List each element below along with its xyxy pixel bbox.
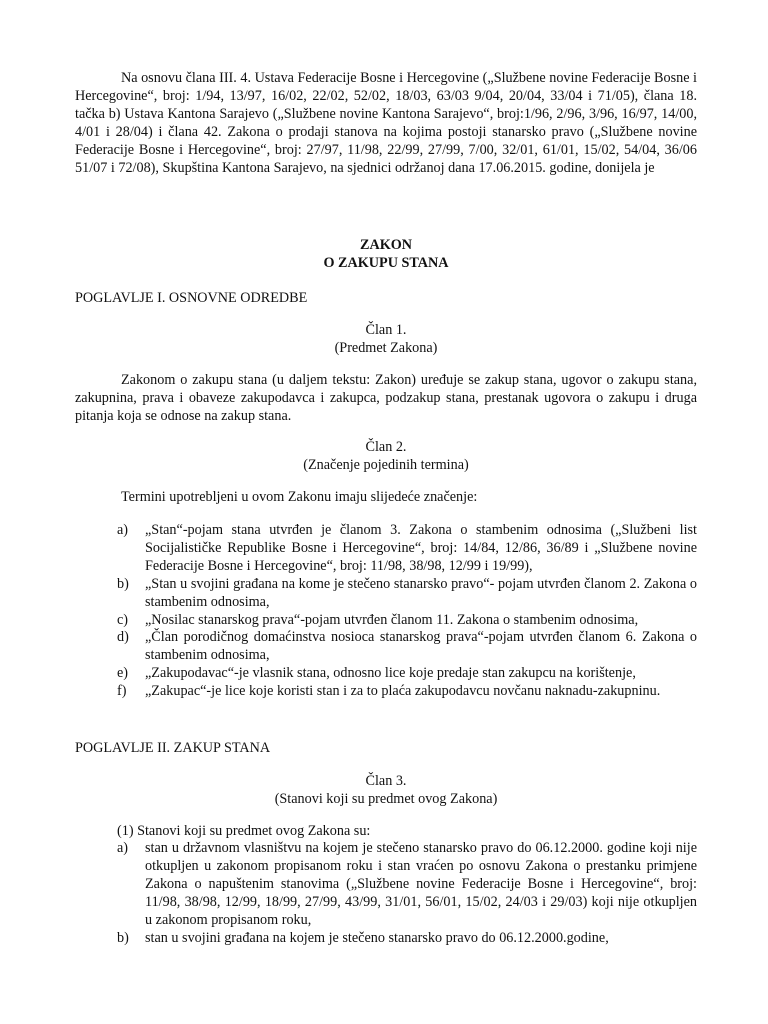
law-title-line-2: O ZAKUPU STANA — [323, 254, 449, 271]
article-2-intro: Termini upotrebljeni u ovom Zakonu imaju slijedeće značenje: — [121, 489, 478, 505]
list-item: f) „Zakupac“-je lice koje koristi stan i za to plaća zakupodavcu novčanu naknadu-zakupninu. — [117, 683, 661, 700]
article-1-subtitle: (Predmet Zakona) — [334, 339, 438, 356]
article-2-heading — [75, 439, 697, 475]
article-2-term-list — [75, 522, 697, 701]
law-title-line-1: ZAKON — [359, 237, 413, 253]
article-3-subtitle: (Stanovi koji su predmet ovog Zakona) — [274, 790, 498, 807]
preamble-paragraph: Na osnovu člana III. 4. Ustava Federacije Bosne i Hercegovine („Službene novine Federacije Bosne i Hercegovine“, broj: 1/94, 13/97, 16/02, 22/02, 52/02, 18/03, 63/03 9/04, 20/04, 33/04 i 71/05), člana 18. tačka b) Ustava Kantona Sarajevo („Službene novine Kantona Sarajevo“, broj:1/96, 2/96, 3/96, 16/97, 14/00, 4/01 i 28/04) i člana 42. Zakona o prodaji stanova na kojima postoji stanarsko pravo („Službene novine Federacije Bosne i Hercegovine“, broj: 27/97, 11/98, 22/99, 27/99, 7/00, 32/01, 61/01, 15/02, 54/04, 36/06 51/07 i 72/08), Skupština Kantona Sarajevo, na sjednici održanoj dana 17.06.2015. godine, donijela je — [75, 70, 697, 176]
article-2-subtitle: (Značenje pojedinih termina) — [303, 456, 469, 473]
article-3-intro: (1) Stanovi koji su predmet ovog Zakona su: — [117, 823, 371, 839]
law-title — [75, 237, 697, 273]
list-item: a) „Stan“-pojam stana utvrđen je članom 3. Zakona o stambenim odnosima („Službeni list Socijalističke Republike Bosne i Hercegovine“, broj: 14/84, 12/86, 36/89 i „Službene novine Federacije Bosne i Hercegovine“, broj: 11/98, 38/98, 12/99 i 19/99), — [117, 522, 697, 574]
article-1-text: Zakonom o zakupu stana (u daljem tekstu: Zakon) uređuje se zakup stana, ugovor o zakupu stana, zakupnina, prava i obaveze zakupodavca i zakupca, podzakup stana, prestanak ugovora o zakupu i druga pitanja koja se odnose na zakup stana. — [75, 372, 697, 424]
list-item: a) stan u državnom vlasništvu na kojem je stečeno stanarsko pravo do 06.12.2000. godine koji nije otkupljen u zakonom propisanom roku i stan vraćen po osnovu Zakona o prestanku primjene Zakona o napuštenim stanovima („Službene novine Federacije Bosne i Hercegovine“, broj: 11/98, 38/98, 12/99, 18/99, 27/99, 43/99, 31/01, 56/01, 15/02, 24/03 i 29/03) koji nije otkupljen u zakonom propisanom roku, — [117, 840, 697, 928]
article-3-number: Član 3. — [365, 773, 407, 789]
article-3-heading — [75, 773, 697, 809]
article-3-item-list — [75, 840, 697, 947]
chapter-heading-2: POGLAVLJE II. ZAKUP STANA — [75, 740, 271, 756]
article-1-number: Član 1. — [365, 322, 407, 338]
list-item: b) stan u svojini građana na kojem je stečeno stanarsko pravo do 06.12.2000.godine, — [117, 929, 609, 946]
list-item: c) „Nosilac stanarskog prava“-pojam utvrđen članom 11. Zakona o stambenim odnosima, — [117, 611, 639, 628]
article-2-number: Član 2. — [365, 439, 407, 455]
list-item: d) „Član porodičnog domaćinstva nosioca stanarskog prava“-pojam utvrđen članom 6. Zakona o stambenim odnosima, — [117, 629, 697, 664]
article-1-heading — [75, 322, 697, 358]
list-item: b) „Stan u svojini građana na kome je stečeno stanarsko pravo“- pojam utvrđen članom 2. Zakona o stambenim odnosima, — [117, 575, 697, 610]
chapter-heading-1: POGLAVLJE I. OSNOVNE ODREDBE — [75, 290, 308, 306]
list-item: e) „Zakupodavac“-je vlasnik stana, odnosno lice koje predaje stan zakupcu na korištenje, — [117, 665, 636, 682]
